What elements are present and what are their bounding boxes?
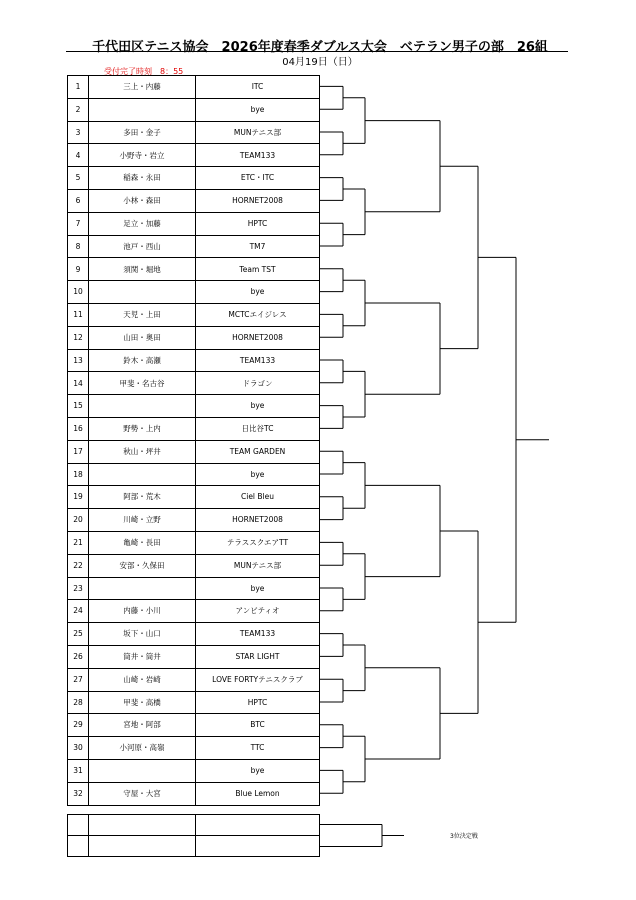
draw-number: 17 [68, 440, 89, 463]
draw-number: 7 [68, 212, 89, 235]
club-name: HPTC [196, 212, 320, 235]
club-name: bye [196, 463, 320, 486]
player-names: 足立・加藤 [89, 212, 196, 235]
player-names: 小野寺・岩立 [89, 144, 196, 167]
player-names: 山田・奥田 [89, 326, 196, 349]
draw-number: 32 [68, 782, 89, 805]
player-names: 天児・上田 [89, 303, 196, 326]
draw-number: 4 [68, 144, 89, 167]
draw-number: 30 [68, 737, 89, 760]
draw-number: 26 [68, 645, 89, 668]
draw-number: 31 [68, 759, 89, 782]
player-names: 山崎・岩崎 [89, 668, 196, 691]
draw-number: 25 [68, 623, 89, 646]
player-names: 筒井・筒井 [89, 645, 196, 668]
player-names: 池戸・西山 [89, 235, 196, 258]
draw-number: 22 [68, 554, 89, 577]
draw-number: 19 [68, 486, 89, 509]
draw-number: 27 [68, 668, 89, 691]
club-name: LOVE FORTYテニスクラブ [196, 668, 320, 691]
club-name: HPTC [196, 691, 320, 714]
draw-number: 3 [68, 121, 89, 144]
club-name: テラススクエアTT [196, 531, 320, 554]
club-name: bye [196, 577, 320, 600]
third-place-label: 3位決定戦 [450, 833, 478, 840]
club-name: HORNET2008 [196, 509, 320, 532]
event-date: 04月19日（日） [282, 57, 358, 68]
draw-number: 14 [68, 372, 89, 395]
player-names: 甲斐・名古谷 [89, 372, 196, 395]
player-names: 多田・金子 [89, 121, 196, 144]
club-name: TEAM133 [196, 623, 320, 646]
draw-number: 20 [68, 509, 89, 532]
player-names: 宮地・阿部 [89, 714, 196, 737]
player-names: 須関・堀地 [89, 258, 196, 281]
club-name: bye [196, 98, 320, 121]
club-name: Team TST [196, 258, 320, 281]
draw-number: 1 [68, 76, 89, 99]
club-name: MUNテニス部 [196, 554, 320, 577]
club-name: bye [196, 759, 320, 782]
draw-number: 9 [68, 258, 89, 281]
player-names: 秋山・坪井 [89, 440, 196, 463]
club-name: HORNET2008 [196, 326, 320, 349]
draw-number: 5 [68, 167, 89, 190]
player-names: 甲斐・高橋 [89, 691, 196, 714]
club-name: ETC・ITC [196, 167, 320, 190]
club-name: bye [196, 395, 320, 418]
club-name: STAR LIGHT [196, 645, 320, 668]
draw-number: 23 [68, 577, 89, 600]
club-name: アンビティオ [196, 600, 320, 623]
draw-number: 10 [68, 281, 89, 304]
draw-number: 12 [68, 326, 89, 349]
player-names: 野勢・上内 [89, 417, 196, 440]
draw-number: 2 [68, 98, 89, 121]
club-name: Ciel Bleu [196, 486, 320, 509]
draw-number: 11 [68, 303, 89, 326]
page-title: 千代田区テニス協会 2026年度春季ダブルス大会 ベテラン男子の部 26組 [92, 40, 548, 55]
club-name: TEAM133 [196, 144, 320, 167]
draw-number: 28 [68, 691, 89, 714]
draw-number: 24 [68, 600, 89, 623]
draw-number: 21 [68, 531, 89, 554]
club-name: ITC [196, 76, 320, 99]
club-name: BTC [196, 714, 320, 737]
club-name: TEAM GARDEN [196, 440, 320, 463]
player-names: 安部・久保田 [89, 554, 196, 577]
draw-number: 16 [68, 417, 89, 440]
player-names: 小河原・高嶺 [89, 737, 196, 760]
reception-deadline: 受付完了時刻 8：55 [104, 67, 184, 76]
club-name: TEAM133 [196, 349, 320, 372]
player-names: 稲森・永田 [89, 167, 196, 190]
draw-number: 8 [68, 235, 89, 258]
player-names: 小林・森田 [89, 189, 196, 212]
draw-number: 13 [68, 349, 89, 372]
draw-number: 15 [68, 395, 89, 418]
player-names: 坂下・山口 [89, 623, 196, 646]
club-name: ドラゴン [196, 372, 320, 395]
club-name: bye [196, 281, 320, 304]
club-name: TTC [196, 737, 320, 760]
club-name: 日比谷TC [196, 417, 320, 440]
player-names: 三上・内藤 [89, 76, 196, 99]
club-name: MCTCエイジレス [196, 303, 320, 326]
player-names: 守屋・大宮 [89, 782, 196, 805]
player-names: 鈴木・高瀬 [89, 349, 196, 372]
player-names: 内藤・小川 [89, 600, 196, 623]
club-name: TM7 [196, 235, 320, 258]
player-names: 川崎・立野 [89, 509, 196, 532]
draw-number: 6 [68, 189, 89, 212]
club-name: Blue Lemon [196, 782, 320, 805]
player-names: 亀崎・長田 [89, 531, 196, 554]
player-names: 阿部・荒木 [89, 486, 196, 509]
draw-number: 29 [68, 714, 89, 737]
club-name: HORNET2008 [196, 189, 320, 212]
draw-number: 18 [68, 463, 89, 486]
club-name: MUNテニス部 [196, 121, 320, 144]
